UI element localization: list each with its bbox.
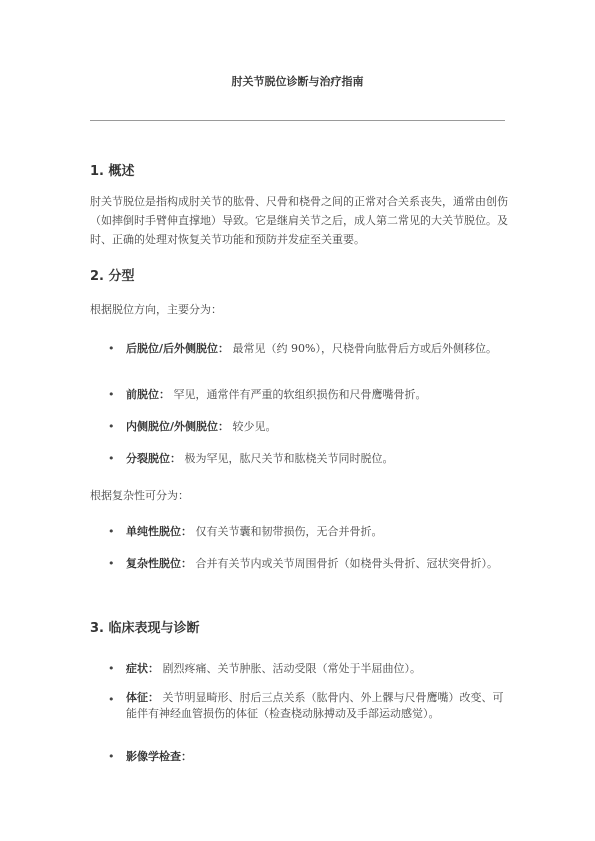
bullet-icon: • [108, 420, 115, 433]
list-item [108, 690, 510, 722]
bullet-icon: • [108, 388, 115, 401]
list-item [108, 417, 510, 436]
list-item [108, 747, 510, 766]
bullet-icon: • [108, 525, 115, 538]
list-item-text: 合并有关节内或关节周围骨折（如桡骨头骨折、冠状突骨折）。 [195, 557, 498, 570]
list-item [108, 659, 510, 678]
classification-complexity-intro: 根据复杂性可分为： [90, 489, 189, 502]
overview-paragraph: 肘关节脱位是指构成肘关节的肱骨、尺骨和桡骨之间的正常对合关系丧失，通常由创伤（如摔倒时手臂伸直撑地）导致。它是继肩关节之后，成人第二常见的大关节脱位。及时、正确的处理对恢复关节功能和预防并发症至关重要。 [90, 195, 508, 246]
section-heading-classification: 2. 分型 [90, 269, 135, 284]
list-item-label: 后脱位/后外侧脱位： [126, 342, 230, 355]
list-item-text: 最常见（约 90%），尺桡骨向肱骨后方或后外侧移位。 [232, 342, 497, 355]
classification-direction-intro: 根据脱位方向，主要分为： [90, 303, 222, 316]
list-item [108, 554, 510, 573]
list-item-text: 罕见，通常伴有严重的软组织损伤和尺骨鹰嘴骨折。 [173, 388, 427, 401]
document-title: 肘关节脱位诊断与治疗指南 [231, 75, 364, 88]
list-item-text: 较少见。 [232, 420, 277, 433]
list-item [108, 385, 510, 404]
list-item-label: 内侧脱位/外侧脱位： [126, 420, 230, 433]
list-item-label: 影像学检查： [126, 750, 192, 763]
title-divider [90, 120, 505, 121]
bullet-icon: • [108, 342, 115, 355]
section-heading-overview: 1. 概述 [90, 164, 135, 179]
list-item [108, 449, 510, 468]
list-item [108, 522, 510, 541]
bullet-icon: • [108, 557, 115, 570]
list-item-text: 关节明显畸形、肘后三点关系（肱骨内、外上髁与尺骨鹰嘴）改变、可能伴有神经血管损伤的体征（检查桡动脉搏动及手部运动感觉）。 [126, 691, 504, 720]
list-item-label: 分裂脱位： [126, 452, 181, 465]
bullet-icon: • [108, 662, 115, 675]
bullet-icon: • [108, 750, 115, 763]
section-heading-clinical: 3. 临床表现与诊断 [90, 621, 200, 636]
bullet-icon: • [108, 452, 115, 465]
list-item-label: 症状： [126, 662, 159, 675]
list-item-label: 单纯性脱位： [126, 525, 192, 538]
list-item-label: 复杂性脱位： [126, 557, 192, 570]
bullet-icon: • [108, 693, 115, 706]
list-item-text: 剧烈疼痛、关节肿胀、活动受限（常处于半屈曲位）。 [162, 662, 421, 675]
list-item-text: 仅有关节囊和韧带损伤，无合并骨折。 [195, 525, 383, 538]
list-item [108, 339, 510, 358]
list-item-text: 极为罕见，肱尺关节和肱桡关节同时脱位。 [184, 452, 394, 465]
list-item-label: 体征： [126, 691, 159, 704]
list-item-label: 前脱位： [126, 388, 170, 401]
